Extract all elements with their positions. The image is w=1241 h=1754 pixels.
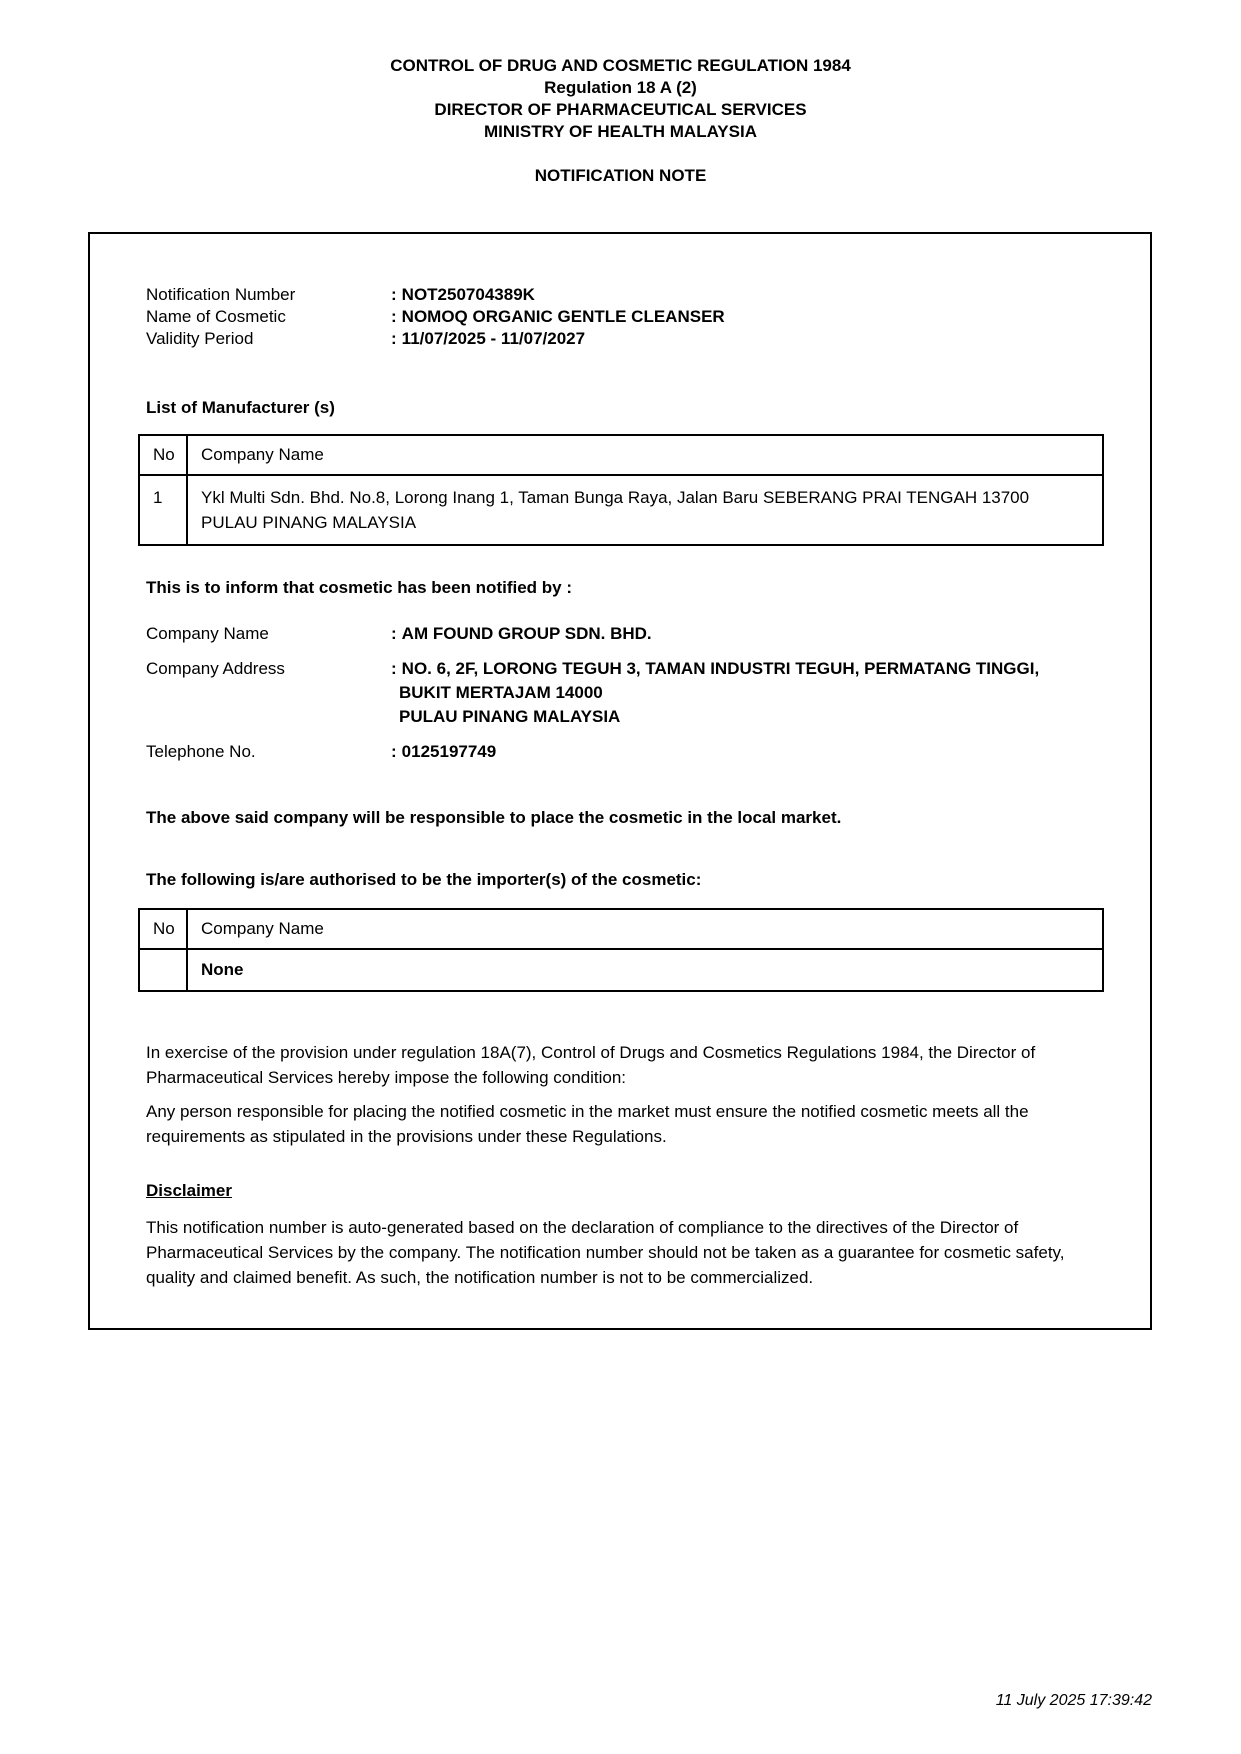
notified-by-heading: This is to inform that cosmetic has been notified by :	[146, 578, 572, 597]
header-line-regulation: CONTROL OF DRUG AND COSMETIC REGULATION 1984	[390, 56, 851, 75]
importer-col-company: Company Name	[187, 909, 1103, 949]
telephone-value: : 0125197749	[391, 742, 497, 761]
condition-paragraph-1: In exercise of the provision under regulation 18A(7), Control of Drugs and Cosmetics Regulations 1984, the Director of Pharmaceutical Services hereby impose the following condition:	[146, 1043, 1036, 1087]
cosmetic-name-label: Name of Cosmetic	[146, 307, 286, 326]
importer-row-company: None	[187, 949, 1103, 991]
colon-separator: :	[391, 659, 397, 678]
responsibility-statement: The above said company will be responsible to place the cosmetic in the local market.	[146, 808, 842, 827]
header-line-regulation-section: Regulation 18 A (2)	[544, 78, 697, 97]
importer-row-no	[139, 949, 187, 991]
header-line-ministry: MINISTRY OF HEALTH MALAYSIA	[484, 122, 757, 141]
notification-number-row	[146, 284, 1094, 306]
manufacturer-list-heading: List of Manufacturer (s)	[146, 398, 335, 417]
manufacturer-table-header-row	[139, 435, 1103, 475]
company-name-row	[146, 622, 1094, 646]
importer-heading: The following is/are authorised to be the importer(s) of the cosmetic:	[146, 870, 702, 889]
company-address-line1: : NO. 6, 2F, LORONG TEGUH 3, TAMAN INDUSTRI TEGUH, PERMATANG TINGGI,	[391, 659, 1040, 678]
manufacturer-col-company: Company Name	[187, 435, 1103, 475]
cosmetic-name-row	[146, 306, 1094, 328]
condition-paragraph-2: Any person responsible for placing the notified cosmetic in the market must ensure the notified cosmetic meets all the requirements as stipulated in the provisions under these Regulations.	[146, 1102, 1029, 1146]
manufacturer-table	[138, 434, 1104, 546]
company-address-line2: BUKIT MERTAJAM 14000	[399, 683, 603, 702]
validity-period-value: : 11/07/2025 - 11/07/2027	[391, 329, 586, 348]
notification-number-label: Notification Number	[146, 285, 296, 304]
disclaimer-heading: Disclaimer	[146, 1181, 232, 1200]
telephone-label: Telephone No.	[146, 742, 256, 761]
notification-body-frame	[88, 232, 1152, 1330]
document-header	[0, 0, 1241, 143]
manufacturer-row-company: Ykl Multi Sdn. Bhd. No.8, Lorong Inang 1, Taman Bunga Raya, Jalan Baru SEBERANG PRAI TENGAH 13700 PULAU PINANG MALAYSIA	[187, 475, 1103, 545]
company-name-value: : AM FOUND GROUP SDN. BHD.	[391, 624, 652, 643]
manufacturer-col-no: No	[139, 435, 187, 475]
disclaimer-text: This notification number is auto-generated based on the declaration of compliance to the directives of the Director of Pharmaceutical Services by the company. The notification number should not be taken as a guarantee for cosmetic safety, quality and claimed benefit. As such, the notification number is not to be commercialized.	[146, 1218, 1065, 1287]
table-row	[139, 949, 1103, 991]
header-line-director: DIRECTOR OF PHARMACEUTICAL SERVICES	[434, 100, 807, 119]
notification-details	[146, 284, 1094, 350]
notification-number-value: : NOT250704389K	[391, 285, 535, 304]
colon-separator: :	[391, 285, 397, 304]
validity-period-label: Validity Period	[146, 329, 254, 348]
table-row	[139, 475, 1103, 545]
company-name-label: Company Name	[146, 624, 269, 643]
manufacturer-row-no: 1	[139, 475, 187, 545]
print-timestamp: 11 July 2025 17:39:42	[995, 1692, 1152, 1709]
colon-separator: :	[391, 307, 397, 326]
importer-table	[138, 908, 1104, 992]
company-address-label: Company Address	[146, 659, 285, 678]
importer-col-no: No	[139, 909, 187, 949]
cosmetic-name-value: : NOMOQ ORGANIC GENTLE CLEANSER	[391, 307, 725, 326]
company-address-row	[146, 657, 1094, 729]
colon-separator: :	[391, 624, 397, 643]
colon-separator: :	[391, 329, 397, 348]
page-title: NOTIFICATION NOTE	[534, 166, 707, 185]
importer-table-header-row	[139, 909, 1103, 949]
company-address-line3: PULAU PINANG MALAYSIA	[399, 707, 621, 726]
validity-period-row	[146, 328, 1094, 350]
notifier-company-details	[146, 622, 1094, 764]
company-address-value	[391, 657, 1039, 729]
telephone-row	[146, 740, 1094, 764]
colon-separator: :	[391, 742, 397, 761]
